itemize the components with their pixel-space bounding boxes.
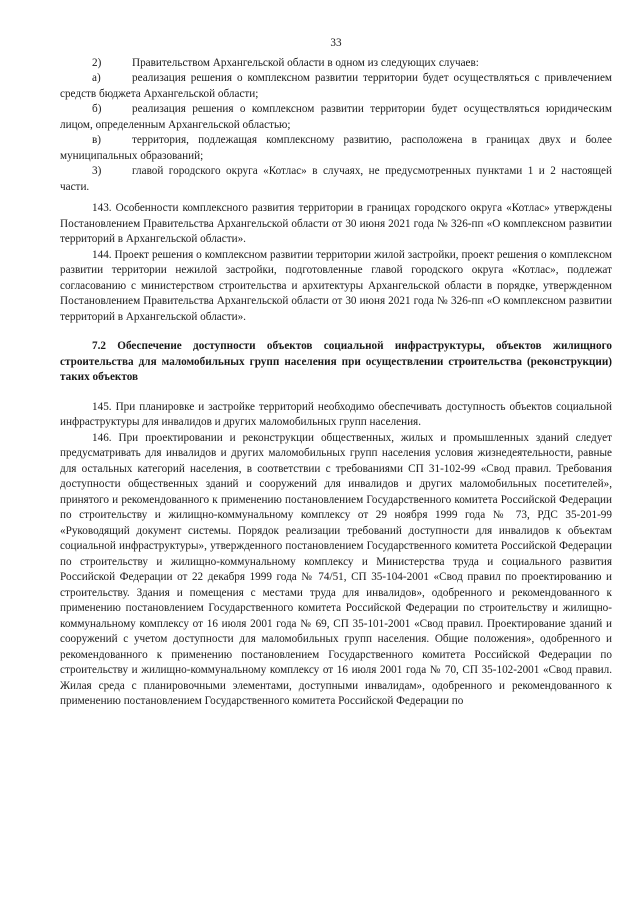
list-item bbox=[60, 56, 612, 72]
section-heading: 7.2 Обеспечение доступности объектов социальной инфраструктуры, объектов жилищного строительства для маломобильных групп населения при осуществлении строительства (реконструкции) таких объектов bbox=[60, 340, 612, 383]
list-item bbox=[60, 164, 612, 195]
list-item-text: территория, подлежащая комплексному развитию, расположена в границах двух и более муниципальных образований; bbox=[60, 134, 612, 162]
list-item-text: Правительством Архангельской области в одном из следующих случаев: bbox=[132, 56, 479, 69]
list-item-text: реализация решения о комплексном развитии территории будет осуществляться юридическим лицом, определенным Архангельской областью; bbox=[60, 103, 612, 131]
list-marker: 2) bbox=[92, 56, 102, 69]
list-item bbox=[60, 102, 612, 133]
paragraph-146: 146. При проектировании и реконструкции общественных, жилых и промышленных зданий следует предусматривать для инвалидов и других маломобильных групп населения условия жизнедеятельности, равные для остальных категорий населения, в соответствии с требованиями СП 31-102-99 «Свод правил. Требования доступности общественных зданий и сооружений для инвалидов и других маломобильных посетителей», принятого и рекомендованного к применению постановлением Государственного комитета Российской Федерации по строительству и жилищно-коммунальному комплексу от 29 ноября 1999 года № 73, РДС 35-201-99 «Руководящий документ системы. Порядок реализации требований доступности для инвалидов к объектам социальной инфраструктуры», утвержденного постановлением Государственного комитета Российской Федерации по строительству и жилищно-коммунальному комплексу и Министерства труда и социального развития Российской Федерации от 22 декабря 1999 года № 74/51, СП 35-104-2001 «Свод правил по проектированию и строительству. Здания и помещения с местами труда для инвалидов», одобренного и рекомендованного к применению постановлением Государственного комитета Российской Федерации по строительству и жилищно-коммунальному комплексу от 16 июля 2001 года № 69, СП 35-101-2001 «Свод правил. Проектирование зданий и сооружений с учетом доступности для маломобильных групп населения. Общие положения», одобренного и рекомендованного к применению постановлением Государственного комитета Российской Федерации по строительству и жилищно-коммунальному комплексу от 16 июля 2001 года № 70, СП 35-102-2001 «Свод правил. Жилая среда с планировочными элементами, доступными инвалидам», одобренного и рекомендованного к применению постановлением Государственного комитета Российской Федерации по bbox=[60, 431, 612, 707]
list-marker: б) bbox=[92, 103, 102, 115]
list-item-text: реализация решения о комплексном развитии территории будет осуществляться с привлечением средств бюджета Архангельской области; bbox=[60, 72, 612, 100]
list-marker: а) bbox=[92, 72, 101, 84]
list-marker: 3) bbox=[92, 165, 102, 177]
list-item bbox=[60, 71, 612, 102]
document-page bbox=[60, 36, 612, 710]
paragraph-145: 145. При планировке и застройке территорий необходимо обеспечивать доступность объектов социальной инфраструктуры для инвалидов и других маломобильных групп населения. bbox=[60, 400, 612, 428]
page-number: 33 bbox=[330, 37, 342, 49]
list-item bbox=[60, 133, 612, 164]
paragraph-144: 144. Проект решения о комплексном развитии территории жилой застройки, проект решения о комплексном развитии территории нежилой застройки, подготовленные главой городского округа «Котлас», подлежат согласованию с министерством строительства и архитектуры Архангельской области в порядке, утвержденном Постановлением Правительства Архангельской области от 30 июня 2021 года № 326-пп «О комплексном развитии территорий в Архангельской области». bbox=[60, 248, 612, 323]
list-marker: в) bbox=[92, 134, 102, 146]
paragraph-143: 143. Особенности комплексного развития территории в границах городского округа «Котлас» утверждены Постановлением Правительства Архангельской области от 30 июня 2021 года № 326-пп «О комплексном развитии территорий в Архангельской области». bbox=[60, 202, 612, 245]
list-block bbox=[60, 56, 612, 196]
list-item-text: главой городского округа «Котлас» в случаях, не предусмотренных пунктами 1 и 2 настоящей части. bbox=[60, 165, 612, 193]
